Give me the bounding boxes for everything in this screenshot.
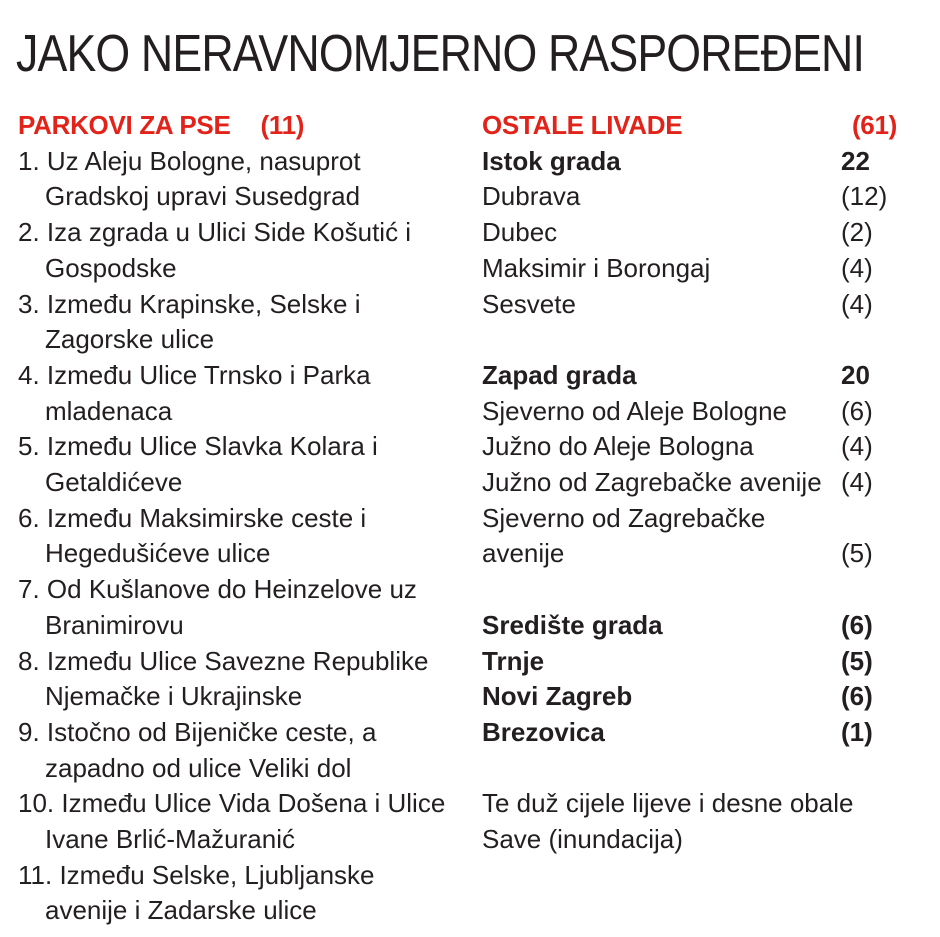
list-item: 6. Između Maksimirske ceste i Hegedušićeve ulice: [18, 502, 367, 569]
table-row: [482, 251, 887, 287]
list-item: 4. Između Ulice Trnsko i Parka mladenaca: [18, 359, 371, 426]
list-item: 8. Između Ulice Savezne Republike Njemačke i Ukrajinske: [18, 645, 429, 712]
row-count: (6): [841, 681, 873, 712]
row-count: (1): [841, 716, 873, 747]
list-item: 1. Uz Aleju Bologne, nasuprot Gradskoj upravi Susedgrad: [18, 145, 361, 212]
dog-parks-count: (11): [260, 110, 305, 140]
zapad-total: 20: [841, 359, 870, 390]
list-item: 7. Od Kušlanove do Heinzelove uz Branimirovu: [18, 574, 417, 640]
zapad-total-row: [482, 358, 887, 394]
dog-parks-column: [18, 108, 458, 929]
row-name: Južno od Zagrebačke avenije: [482, 467, 822, 498]
row-count: (12): [841, 181, 888, 212]
row-name: Dubec: [482, 217, 558, 248]
row-name: Brezovica: [482, 716, 605, 747]
table-row: [482, 215, 887, 251]
row-count: (4): [841, 431, 873, 462]
row-name: Maksimir i Borongaj: [482, 252, 711, 283]
table-row: [482, 608, 887, 644]
row-count: (5): [841, 538, 873, 569]
table-row: [482, 644, 887, 680]
dog-parks-heading: [18, 108, 458, 144]
row-name: Sesvete: [482, 288, 576, 319]
row-name: Središte grada: [482, 609, 663, 640]
list-item: 10. Između Ulice Vida Došena i Ulice Ivane Brlić-Mažuranić: [18, 788, 446, 855]
table-row: [482, 679, 887, 715]
table-row: [482, 179, 887, 215]
table-row: [482, 287, 887, 323]
row-count: (2): [841, 217, 873, 248]
table-row: [482, 394, 887, 430]
row-name: Sjeverno od Zagrebačke avenije: [482, 502, 766, 569]
other-meadows-column: [482, 108, 922, 858]
other-meadows-heading: [482, 108, 897, 144]
row-count: (5): [841, 645, 873, 676]
istok-total-row: [482, 144, 887, 180]
table-row: [482, 501, 887, 572]
list-item: 2. Iza zgrada u Ulici Side Košutić i Gospodske: [18, 217, 412, 283]
row-count: (4): [841, 467, 873, 498]
spacer: [482, 322, 922, 358]
row-count: (4): [841, 288, 873, 319]
table-row: [482, 715, 887, 751]
row-count: (6): [841, 395, 873, 426]
note-text: Te duž cijele lijeve i desne obale Save (inundacija): [482, 788, 854, 855]
row-name: Dubrava: [482, 181, 581, 212]
table-row: [482, 429, 887, 465]
istok-label: Istok grada: [482, 145, 621, 176]
row-name: Novi Zagreb: [482, 681, 633, 712]
row-count: (4): [841, 252, 873, 283]
dog-parks-heading-label: PARKOVI ZA PSE: [18, 110, 231, 140]
page-title: JAKO NERAVNOMJERNO RASPOREĐENI: [16, 25, 865, 83]
other-meadows-heading-label: OSTALE LIVADE: [482, 110, 683, 140]
spacer: [482, 751, 922, 787]
spacer: [482, 572, 922, 608]
list-item: 9. Istočno od Bijeničke ceste, a zapadno od ulice Veliki dol: [18, 716, 377, 783]
row-name: Trnje: [482, 645, 545, 676]
list-item: 5. Između Ulice Slavka Kolara i Getaldićeve: [18, 431, 378, 498]
list-item: 11. Između Selske, Ljubljanske avenije i Zadarske ulice: [18, 859, 375, 926]
table-row: [482, 465, 887, 501]
row-name: Sjeverno od Aleje Bologne: [482, 395, 788, 426]
row-count: (6): [841, 609, 873, 640]
row-name: Južno do Aleje Bologna: [482, 431, 754, 462]
other-meadows-count: (61): [851, 110, 897, 140]
list-item: 3. Između Krapinske, Selske i Zagorske ulice: [18, 288, 361, 355]
zapad-label: Zapad grada: [482, 359, 637, 390]
istok-total: 22: [841, 145, 870, 176]
